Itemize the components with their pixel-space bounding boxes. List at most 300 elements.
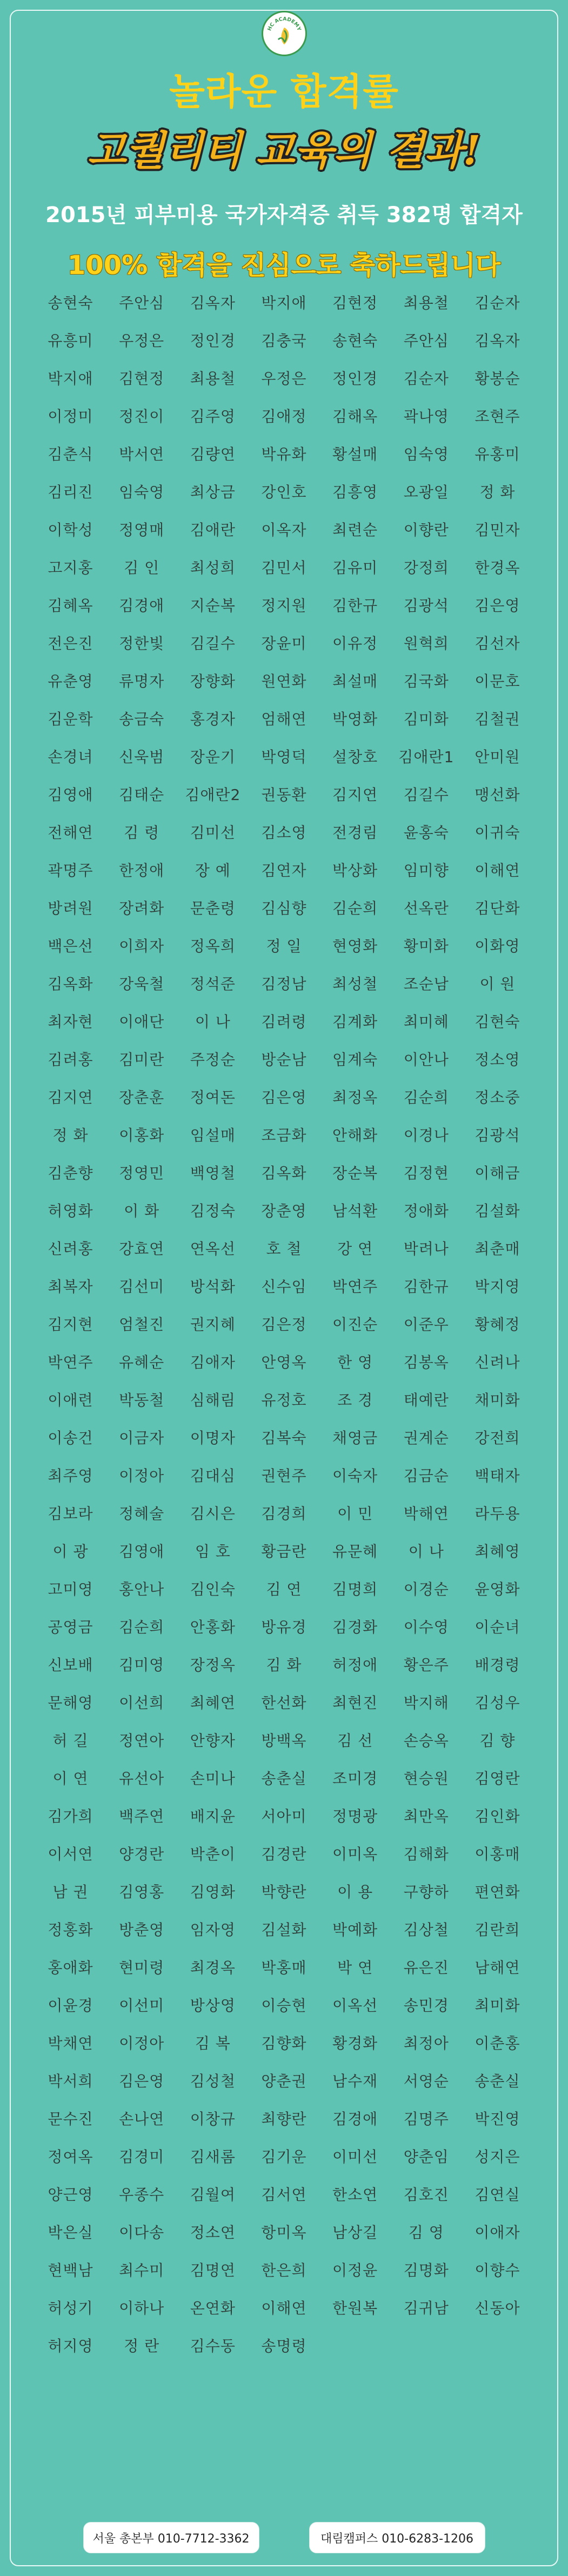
name-row xyxy=(42,1267,526,1305)
passer-name: 김경화 xyxy=(332,1618,378,1636)
passer-name: 박서희 xyxy=(48,2072,93,2090)
passer-name: 김옥화 xyxy=(48,975,93,993)
passer-name: 강욱철 xyxy=(119,975,165,993)
passer-name: 김유미 xyxy=(332,559,378,577)
passer-name: 김명연 xyxy=(190,2261,236,2279)
passer-name: 김설화 xyxy=(261,1921,307,1939)
passer-name: 임자영 xyxy=(190,1921,236,1939)
passer-name: 이윤경 xyxy=(48,1997,93,2014)
passer-name: 강전희 xyxy=(475,1429,520,1447)
passer-name: 김 복 xyxy=(195,2034,231,2052)
passer-name: 신려홍 xyxy=(48,1240,93,1258)
passer-name: 김선미 xyxy=(119,1278,165,1296)
passer-name: 윤홍숙 xyxy=(403,824,449,842)
passer-name: 방유경 xyxy=(261,1618,307,1636)
passer-name: 라두용 xyxy=(475,1505,520,1523)
passer-name: 최성희 xyxy=(190,559,236,577)
passer-name: 이해금 xyxy=(475,1164,520,1182)
passer-name: 박홍매 xyxy=(261,1959,307,1977)
passer-name: 이옥자 xyxy=(261,521,307,539)
logo-text: HC ACADEMY xyxy=(266,16,302,32)
passer-name: 김미선 xyxy=(190,824,236,842)
passer-name: 황봉순 xyxy=(475,370,520,388)
name-row xyxy=(42,435,526,472)
passer-name: 김 령 xyxy=(124,824,160,842)
passer-name: 김혜옥 xyxy=(48,597,93,615)
passer-name: 정소영 xyxy=(475,1051,520,1069)
passer-name: 김순자 xyxy=(403,370,449,388)
passer-name: 김복숙 xyxy=(261,1429,307,1447)
passer-name: 임숙영 xyxy=(403,445,449,463)
name-row xyxy=(42,1191,526,1229)
passer-name: 정지원 xyxy=(261,597,307,615)
passer-name: 김길수 xyxy=(190,635,236,652)
passer-name: 이정윤 xyxy=(332,2261,378,2279)
passer-name: 김단화 xyxy=(475,899,520,917)
passer-name: 박연주 xyxy=(48,1353,93,1371)
passer-name: 이경나 xyxy=(403,1126,449,1144)
passer-name: 곽나영 xyxy=(403,408,449,425)
name-row xyxy=(42,1607,526,1645)
passer-name: 정옥희 xyxy=(190,937,236,955)
passer-name: 김수동 xyxy=(190,2337,236,2355)
name-row xyxy=(42,1948,526,1986)
passer-name: 강정희 xyxy=(403,559,449,577)
passer-name: 김한규 xyxy=(403,1278,449,1296)
passer-name: 현영화 xyxy=(332,937,378,955)
passer-name: 신동아 xyxy=(475,2299,520,2317)
passer-name: 최만옥 xyxy=(403,1807,449,1825)
passer-name: 최복자 xyxy=(48,1278,93,1296)
passer-name: 김 선 xyxy=(337,1732,373,1750)
passer-name: 이 연 xyxy=(52,1770,89,1787)
passer-name: 김영화 xyxy=(190,1883,236,1901)
name-row xyxy=(42,1532,526,1570)
passer-name: 최혜영 xyxy=(475,1543,520,1560)
passer-name: 최설매 xyxy=(332,672,378,690)
passer-name: 이 나 xyxy=(195,1013,231,1031)
passer-name: 전경림 xyxy=(332,824,378,842)
passer-name: 정여돈 xyxy=(190,1089,236,1106)
passer-name: 정인경 xyxy=(190,332,236,350)
passer-name: 선옥란 xyxy=(403,899,449,917)
passer-name: 엄철진 xyxy=(119,1316,165,1333)
passer-name: 정혜술 xyxy=(119,1505,165,1523)
passer-name: 김지연 xyxy=(48,1089,93,1106)
passer-name: 임숙영 xyxy=(119,483,165,501)
passer-name: 이선미 xyxy=(119,1997,165,2014)
passer-name: 설창호 xyxy=(332,748,378,766)
passer-name: 장정옥 xyxy=(190,1656,236,1674)
name-row xyxy=(42,851,526,889)
name-row xyxy=(42,472,526,510)
passer-name: 이숙자 xyxy=(332,1467,378,1485)
passer-name: 최용철 xyxy=(190,370,236,388)
passer-name: 김 영 xyxy=(408,2224,444,2241)
passer-name: 김계화 xyxy=(332,1013,378,1031)
passer-name: 황경화 xyxy=(332,2034,378,2052)
passer-name: 연옥선 xyxy=(190,1240,236,1258)
passer-name: 김충국 xyxy=(261,332,307,350)
passer-name: 임 호 xyxy=(195,1543,231,1560)
passer-name: 김은영 xyxy=(261,1089,307,1106)
passer-name: 김영란 xyxy=(475,1770,520,1787)
name-row xyxy=(42,510,526,548)
passer-name: 황미화 xyxy=(403,937,449,955)
contact-button-daerim[interactable]: 대림캠퍼스 010-6283-1206 xyxy=(309,2522,485,2553)
passer-name: 박지애 xyxy=(261,294,307,312)
name-row xyxy=(42,1116,526,1153)
passer-name: 허 길 xyxy=(52,1732,89,1750)
passer-name: 고미영 xyxy=(48,1580,93,1598)
passer-name: 김옥자 xyxy=(190,294,236,312)
passer-name: 한 영 xyxy=(337,1353,373,1371)
passer-name: 항미옥 xyxy=(261,2224,307,2241)
passer-name: 정 란 xyxy=(124,2337,160,2355)
passer-name: 장려화 xyxy=(119,899,165,917)
passer-name: 최혜연 xyxy=(190,1694,236,1712)
passer-name: 이미선 xyxy=(332,2148,378,2166)
passer-name: 김향화 xyxy=(261,2034,307,2052)
passer-name: 김리진 xyxy=(48,483,93,501)
passer-name: 김춘향 xyxy=(48,1164,93,1182)
passer-name: 온연화 xyxy=(190,2299,236,2317)
passer-name: 문해영 xyxy=(48,1694,93,1712)
passer-name: 유문혜 xyxy=(332,1543,378,1560)
passer-name: 조현주 xyxy=(475,408,520,425)
passer-name: 박춘이 xyxy=(190,1845,236,1863)
passer-name: 김소영 xyxy=(261,824,307,842)
passer-name: 김기운 xyxy=(261,2148,307,2166)
passer-name: 한선화 xyxy=(261,1694,307,1712)
name-row xyxy=(42,737,526,775)
passer-name: 유혜순 xyxy=(119,1353,165,1371)
passer-name: 정진이 xyxy=(119,408,165,425)
passer-name: 신려나 xyxy=(475,1353,520,1371)
passer-name: 김해화 xyxy=(403,1845,449,1863)
passer-name: 채미화 xyxy=(475,1391,520,1409)
passer-name: 한정애 xyxy=(119,862,165,879)
passer-name: 최현진 xyxy=(332,1694,378,1712)
name-row xyxy=(42,2288,526,2326)
passer-name: 백영철 xyxy=(190,1164,236,1182)
passer-name: 이애단 xyxy=(119,1013,165,1031)
passer-name: 안향자 xyxy=(190,1732,236,1750)
passer-name: 권동환 xyxy=(261,786,307,804)
name-row xyxy=(42,2326,526,2364)
name-row xyxy=(42,926,526,964)
name-row xyxy=(42,1153,526,1191)
passer-name: 김 향 xyxy=(479,1732,516,1750)
passer-name: 김국화 xyxy=(403,672,449,690)
passer-name: 김 연 xyxy=(266,1580,302,1598)
passer-name: 송민경 xyxy=(403,1997,449,2014)
name-row xyxy=(42,548,526,586)
passer-name: 한경옥 xyxy=(475,559,520,577)
passer-name: 김지연 xyxy=(332,786,378,804)
passer-name: 이향수 xyxy=(475,2261,520,2279)
passer-name: 이송건 xyxy=(48,1429,93,1447)
passer-name: 김미화 xyxy=(403,710,449,728)
passer-name: 남수재 xyxy=(332,2072,378,2090)
passer-name: 고지홍 xyxy=(48,559,93,577)
passer-name: 김대심 xyxy=(190,1467,236,1485)
passer-name: 최수미 xyxy=(119,2261,165,2279)
passer-name: 김순희 xyxy=(403,1089,449,1106)
passer-name: 김해옥 xyxy=(332,408,378,425)
passer-name: 장운기 xyxy=(190,748,236,766)
passer-name: 백은선 xyxy=(48,937,93,955)
name-row xyxy=(42,586,526,624)
passer-name: 송춘실 xyxy=(261,1770,307,1787)
passer-name: 배지윤 xyxy=(190,1807,236,1825)
contact-button-seoul[interactable]: 서울 총본부 010-7712-3362 xyxy=(83,2522,259,2553)
passer-name: 서영순 xyxy=(403,2072,449,2090)
passer-name: 방순남 xyxy=(261,1051,307,1069)
passer-name: 최자현 xyxy=(48,1013,93,1031)
passer-name: 황혜정 xyxy=(475,1316,520,1333)
passer-name: 홍애화 xyxy=(48,1959,93,1977)
passer-name: 이귀숙 xyxy=(475,824,520,842)
passer-name: 김민자 xyxy=(475,521,520,539)
passer-name: 김금순 xyxy=(403,1467,449,1485)
passer-name: 임미향 xyxy=(403,862,449,879)
name-row xyxy=(42,397,526,435)
name-row xyxy=(42,1002,526,1040)
passer-name: 조금화 xyxy=(261,1126,307,1144)
passer-name: 이승현 xyxy=(261,1997,307,2014)
passer-name: 이해연 xyxy=(475,862,520,879)
passer-name: 이유정 xyxy=(332,635,378,652)
passer-name: 정소중 xyxy=(475,1089,520,1106)
passer-name: 최미화 xyxy=(475,1997,520,2014)
passer-name: 이춘홍 xyxy=(475,2034,520,2052)
passer-name: 정석준 xyxy=(190,975,236,993)
passer-name: 김심향 xyxy=(261,899,307,917)
passer-name: 남상길 xyxy=(332,2224,378,2241)
passer-name: 박서연 xyxy=(119,445,165,463)
passer-name: 박채연 xyxy=(48,2034,93,2052)
passer-name: 정영매 xyxy=(119,521,165,539)
name-row xyxy=(42,1494,526,1532)
passer-name: 이정미 xyxy=(48,408,93,425)
passer-name: 방려원 xyxy=(48,899,93,917)
passer-name: 엄해연 xyxy=(261,710,307,728)
name-row xyxy=(42,699,526,737)
passer-name: 장 예 xyxy=(195,862,231,879)
name-row xyxy=(42,1797,526,1834)
passer-name: 김연자 xyxy=(261,862,307,879)
passer-name: 안미원 xyxy=(475,748,520,766)
passer-name: 우정은 xyxy=(119,332,165,350)
name-row xyxy=(42,2024,526,2061)
passer-name: 이향란 xyxy=(403,521,449,539)
passer-name: 김미영 xyxy=(119,1656,165,1674)
passer-name: 김순희 xyxy=(332,899,378,917)
passer-name: 남해연 xyxy=(475,1959,520,1977)
passer-name: 손경녀 xyxy=(48,748,93,766)
passer-name: 최상금 xyxy=(190,483,236,501)
passer-name: 장순복 xyxy=(332,1164,378,1182)
passer-name: 김민서 xyxy=(261,559,307,577)
name-row xyxy=(42,2099,526,2137)
passer-name: 구향하 xyxy=(403,1883,449,1901)
passer-name: 조순남 xyxy=(403,975,449,993)
passer-name: 한원복 xyxy=(332,2299,378,2317)
name-row xyxy=(42,1229,526,1267)
name-row xyxy=(42,1721,526,1759)
passer-name: 박은실 xyxy=(48,2224,93,2241)
name-row xyxy=(42,1380,526,1418)
passer-name: 김연실 xyxy=(475,2186,520,2204)
passer-name: 김은영 xyxy=(119,2072,165,2090)
passer-name: 허지영 xyxy=(48,2337,93,2355)
passer-name: 이수영 xyxy=(403,1618,449,1636)
passer-name: 박려나 xyxy=(403,1240,449,1258)
passer-name: 김려홍 xyxy=(48,1051,93,1069)
passer-name: 박해연 xyxy=(403,1505,449,1523)
passer-name: 김가희 xyxy=(48,1807,93,1825)
passer-name: 유흥미 xyxy=(48,332,93,350)
passer-name: 김성철 xyxy=(190,2072,236,2090)
passer-name: 맹선화 xyxy=(475,786,520,804)
passer-name: 이명자 xyxy=(190,1429,236,1447)
passer-name: 김흥영 xyxy=(332,483,378,501)
passer-name: 최미혜 xyxy=(403,1013,449,1031)
passer-name: 전해연 xyxy=(48,824,93,842)
passer-name: 우종수 xyxy=(119,2186,165,2204)
passer-name: 김량연 xyxy=(190,445,236,463)
passer-name: 채영금 xyxy=(332,1429,378,1447)
passer-name: 송현숙 xyxy=(332,332,378,350)
passer-name: 김옥자 xyxy=(475,332,520,350)
passer-name: 이 화 xyxy=(124,1202,160,1220)
passer-name: 박유화 xyxy=(261,445,307,463)
passer-name: 신보배 xyxy=(48,1656,93,1674)
passer-name: 이준우 xyxy=(403,1316,449,1333)
passer-name: 권현주 xyxy=(261,1467,307,1485)
passer-name: 박진영 xyxy=(475,2110,520,2128)
passer-name: 최정옥 xyxy=(332,1089,378,1106)
passer-name: 배경령 xyxy=(475,1656,520,1674)
academy-logo xyxy=(262,11,307,56)
passer-name: 김서연 xyxy=(261,2186,307,2204)
passer-name: 김정남 xyxy=(261,975,307,993)
passer-name: 정애화 xyxy=(403,1202,449,1220)
name-row xyxy=(42,2137,526,2175)
name-row xyxy=(42,2213,526,2251)
passer-name: 곽명주 xyxy=(48,862,93,879)
passer-name: 한은희 xyxy=(261,2261,307,2279)
passer-name: 김길수 xyxy=(403,786,449,804)
passer-name: 박 연 xyxy=(337,1959,373,1977)
name-row xyxy=(42,964,526,1002)
passer-name: 권지혜 xyxy=(190,1316,236,1333)
passer-name: 방상영 xyxy=(190,1997,236,2014)
passer-name: 김성우 xyxy=(475,1694,520,1712)
passer-name: 최용철 xyxy=(403,294,449,312)
passer-name: 김애란2 xyxy=(185,786,241,804)
passer-name: 정명광 xyxy=(332,1807,378,1825)
name-row xyxy=(42,1418,526,1456)
passer-name: 공영금 xyxy=(48,1618,93,1636)
passer-name: 김란희 xyxy=(475,1921,520,1939)
passer-name: 김영애 xyxy=(48,786,93,804)
passer-name: 김 인 xyxy=(124,559,160,577)
passer-name: 양경란 xyxy=(119,1845,165,1863)
passer-name: 장춘훈 xyxy=(119,1089,165,1106)
passer-name: 유정호 xyxy=(261,1391,307,1409)
passer-name: 김봉옥 xyxy=(403,1353,449,1371)
passer-name: 최성철 xyxy=(332,975,378,993)
name-row xyxy=(42,321,526,359)
name-row xyxy=(42,1078,526,1116)
passer-name: 백태자 xyxy=(475,1467,520,1485)
passer-name: 김은정 xyxy=(261,1316,307,1333)
name-row xyxy=(42,1834,526,1872)
passer-name: 이옥선 xyxy=(332,1997,378,2014)
name-row xyxy=(42,1570,526,1607)
name-row xyxy=(42,624,526,662)
passer-name: 김철권 xyxy=(475,710,520,728)
passer-name: 임계숙 xyxy=(332,1051,378,1069)
passer-name: 우정은 xyxy=(261,370,307,388)
passer-name: 김현정 xyxy=(119,370,165,388)
passer-name: 서아미 xyxy=(261,1807,307,1825)
passer-name: 최련순 xyxy=(332,521,378,539)
name-row xyxy=(42,813,526,851)
passer-name: 문수진 xyxy=(48,2110,93,2128)
passer-name: 김려령 xyxy=(261,1013,307,1031)
passer-name: 김경희 xyxy=(261,1505,307,1523)
passer-name: 김상철 xyxy=(403,1921,449,1939)
passer-name: 김보라 xyxy=(48,1505,93,1523)
passer-name: 이 원 xyxy=(479,975,516,993)
passer-name: 이애련 xyxy=(48,1391,93,1409)
passer-name: 유춘영 xyxy=(48,672,93,690)
passer-name: 김애정 xyxy=(261,408,307,425)
passer-name: 정 일 xyxy=(266,937,302,955)
passer-name: 최춘매 xyxy=(475,1240,520,1258)
passer-name: 강효연 xyxy=(119,1240,165,1258)
passer-name: 송춘실 xyxy=(475,2072,520,2090)
passer-name: 김영애 xyxy=(119,1543,165,1560)
passer-name: 전은진 xyxy=(48,635,93,652)
name-row xyxy=(42,1759,526,1797)
passer-name: 정인경 xyxy=(332,370,378,388)
passer-name: 최정아 xyxy=(403,2034,449,2052)
passer-name: 안해화 xyxy=(332,1126,378,1144)
passer-name: 김호진 xyxy=(403,2186,449,2204)
passer-name: 김시은 xyxy=(190,1505,236,1523)
passer-name: 이순녀 xyxy=(475,1618,520,1636)
name-row xyxy=(42,359,526,397)
passer-name: 김설화 xyxy=(475,1202,520,1220)
passer-name: 김경미 xyxy=(119,2148,165,2166)
passer-name: 이 나 xyxy=(408,1543,444,1560)
passer-name: 이홍화 xyxy=(119,1126,165,1144)
passer-name: 김정현 xyxy=(403,1164,449,1182)
passer-name: 이서연 xyxy=(48,1845,93,1863)
passer-name: 이안나 xyxy=(403,1051,449,1069)
passer-name: 남 권 xyxy=(52,1883,89,1901)
passer-name: 현미령 xyxy=(119,1959,165,1977)
passer-name: 조미경 xyxy=(332,1770,378,1787)
passer-name: 김애란 xyxy=(190,521,236,539)
congrats-message: 100% 합격을 진심으로 축하드립니다 xyxy=(67,250,501,281)
passer-name: 박지애 xyxy=(48,370,93,388)
passer-name: 류명자 xyxy=(119,672,165,690)
